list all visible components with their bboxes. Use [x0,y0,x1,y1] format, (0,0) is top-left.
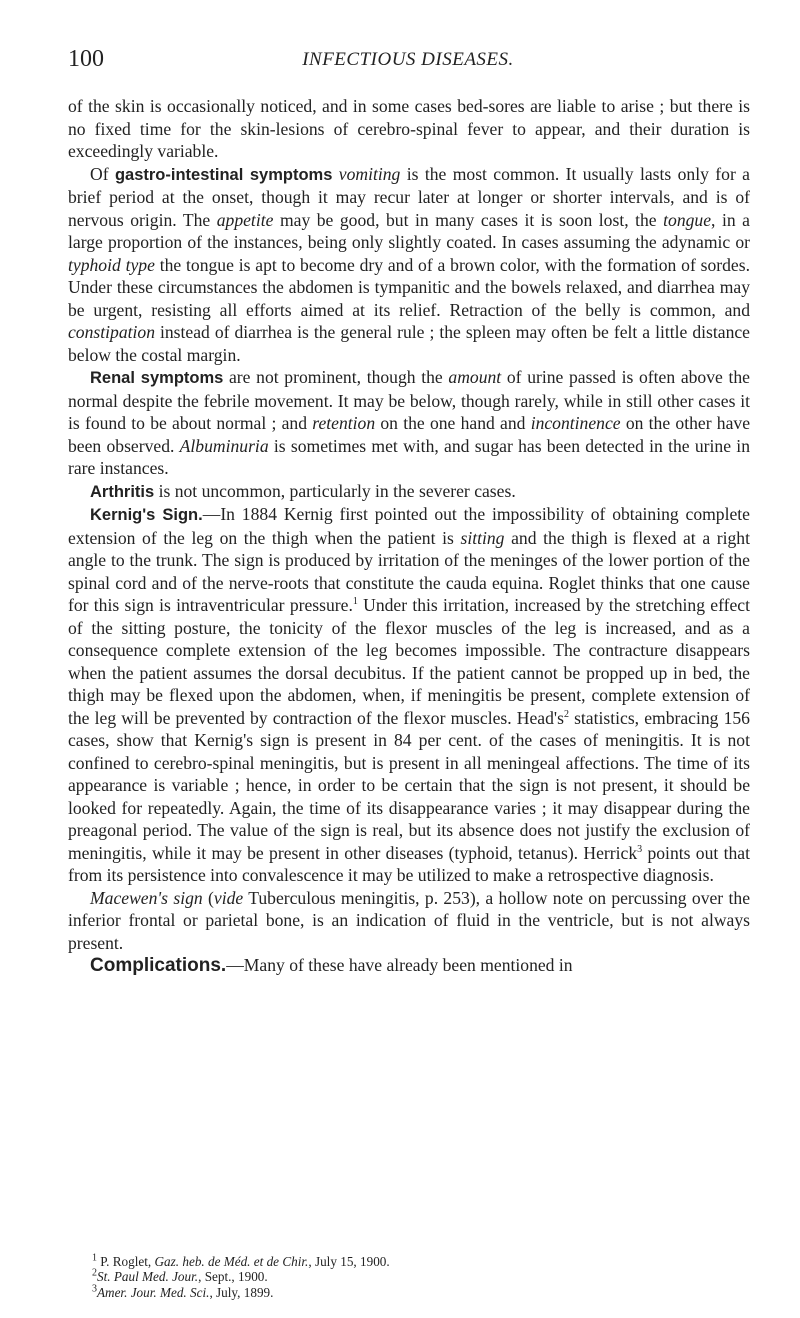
text-run: of urine passed is often above the normal despite the febrile movement. It may be below, though rarely, while in still other cases it is found to be about normal ; and [68,367,750,433]
text-run: —In 1884 Kernig first pointed out the impossibility of obtaining complete extension of the leg on the thigh when the patient is [68,504,750,548]
text-run: Of [90,163,115,184]
italic-term: typhoid type [68,254,155,275]
text-run: is not uncommon, particularly in the severer cases. [154,480,516,501]
bold-term: gastro-intestinal symptoms [114,165,333,184]
footnote-mark: 3 [92,1283,97,1295]
bold-term: Renal symptoms [90,369,224,387]
italic-term: amount [448,367,502,387]
italic-term: constipation [68,322,155,342]
footnote-3 [92,1285,732,1300]
italic-term: appetite [216,209,274,230]
text-run: , in a large proportion of the instances, being only slightly coated. In cases assuming the adynamic or [68,209,750,252]
bold-term: Kernig's Sign. [90,506,203,524]
bold-term: Arthritis [90,482,155,501]
text-run: are not prominent, though the [223,367,449,387]
chapter-title: INFECTIOUS DISEASES. [302,49,514,70]
text-run: the tongue is apt to become dry and of a brown color, with the formation of sordes. Under these circumstances the abdomen is tympanitic and the bowels relaxed, and diarrhea may be urgent, resisting all efforts aimed at its relief. Retraction of the belly is common, and [68,254,750,320]
paragraph-complications [68,954,750,978]
text-run: is sometimes met with, and sugar has been detected in the urine in rare instances. [68,435,750,478]
paragraph-renal [68,366,750,480]
text-run: of the skin is occasionally noticed, and in some cases bed-sores are liable to arise ; but there is no fixed time for the skin-lesions of cerebro-spinal fever to appear, and their duration is exceedingly variable. [68,96,750,161]
footnote-text: P. Roglet, [97,1254,155,1269]
footnote-ref: 1 [352,596,358,608]
running-head [68,46,748,76]
footnote-ref: 3 [637,843,643,855]
italic-term: retention [312,413,376,433]
footnotes [92,1254,732,1300]
footnote-mark: 2 [92,1267,97,1279]
text-run: —Many of these have already been mentioned in [226,955,573,975]
footnote-1 [92,1254,732,1269]
italic-term: Albuminuria [179,435,269,456]
footnote-2 [92,1269,732,1284]
italic-term: incontinence [530,413,621,433]
footnote-mark: 1 [92,1252,97,1264]
italic-term: vomiting [338,163,401,184]
paragraph-arthritis [68,480,750,504]
paragraph-kernig [68,503,750,887]
italic-term: vide [213,887,244,908]
italic-term: sitting [460,527,505,548]
text-run: points out that from its persistence into convalescence it may be utilized to make a retrospective diagnosis. [68,842,750,885]
italic-term: tongue [663,209,712,230]
text-run: ( [202,887,214,908]
footnote-text: , Sept., 1900. [198,1269,268,1285]
footnote-source: Gaz. heb. de Méd. et de Chir. [154,1254,309,1269]
text-run: on the one hand and [375,413,531,433]
body-text [68,95,750,978]
paragraph-gastro-intestinal [68,163,750,367]
footnote-source: Amer. Jour. Med. Sci. [97,1284,210,1300]
text-run: and the thigh is flexed at a right angle to the trunk. The sign is produced by irritation of the meninges of the lower portion of the spinal cord and of the nerve-roots that constitute the cauda equina. Roglet thinks that one cause for this sign is intraventricular pressure. [68,527,750,615]
page-number: 100 [68,46,104,72]
footnote-text: , July 15, 1900. [308,1254,390,1269]
paragraph-macewen [68,887,750,955]
footnote-text: , July, 1899. [209,1284,274,1300]
bold-term: Complications. [90,955,227,976]
footnote-source: St. Paul Med. Jour. [97,1269,199,1285]
text-run: statistics, embracing 156 cases, show that Kernig's sign is present in 84 per cent. of the cases of meningitis. It is not confined to cerebro-spinal meningitis, but is present in all meningeal affections. The time of its appearance is variable ; hence, in order to be certain that the sign is not present, it should be looked for repeatedly. Again, the time of its disappearance varies ; it may disappear during the preagonal period. The value of the sign is real, but its absence does not justify the exclusion of meningitis, while it may be present in other diseases (typhoid, tetanus). Herrick [68,707,750,863]
text-run: on the other have been observed. [68,413,751,456]
italic-term: Macewen's sign [90,887,203,908]
footnote-ref: 2 [563,708,569,720]
text-run: Tuberculous meningitis, p. 253), a hollow note on percussing over the inferior frontal or parietal bone, is an indication of fluid in the ventricle, but is not always present. [68,887,750,953]
text-run: Under this irritation, increased by the stretching effect of the sitting posture, the tonicity of the flexor muscles of the leg is increased, and as a consequence complete extension of the leg becomes impossible. The contracture disappears when the patient assumes the dorsal decubitus. If the patient cannot be propped up in bed, the thigh may be flexed upon the abdomen, when, if meningitis be present, complete extension of the leg will be prevented by contraction of the flexor muscles. Head's [68,595,751,728]
paragraph-skin [68,95,750,163]
text-run: is the most common. It usually lasts only for a brief period at the onset, though it may recur later at longer or shorter intervals, and is of nervous origin. The [68,163,750,230]
text-run: instead of diarrhea is the general rule ; the spleen may often be felt a little distance below the costal margin. [68,322,750,365]
text-run: may be good, but in many cases it is soon lost, the [273,209,664,230]
